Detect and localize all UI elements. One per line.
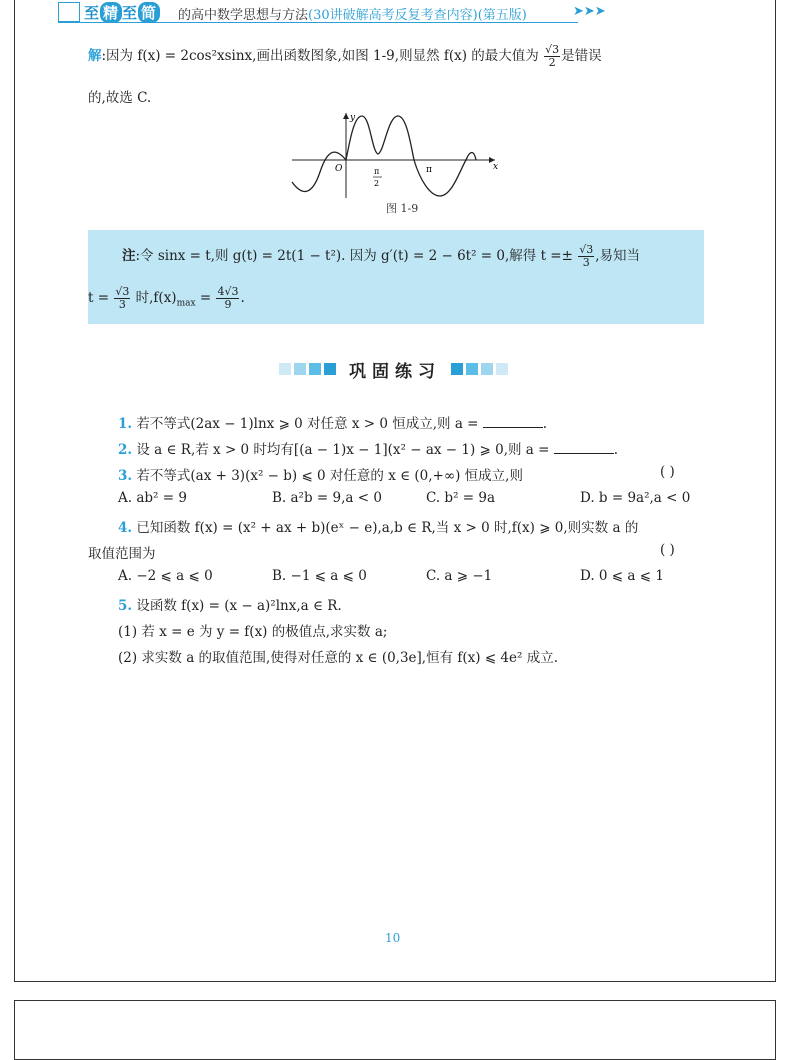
section-heading bbox=[262, 356, 528, 382]
exercise-2: 2. 设 a ∈ R,若 x > 0 时均有[(a − 1)x − 1](x² − ax − 1) ⩾ 0,则 a = . bbox=[118, 442, 619, 458]
option-c: C. a ⩾ −1 bbox=[426, 568, 493, 584]
deco-square-icon bbox=[279, 363, 291, 375]
y-axis-arrow-icon bbox=[343, 113, 349, 119]
option-d: D. b = 9a²,a < 0 bbox=[580, 490, 691, 506]
running-header bbox=[58, 0, 758, 26]
page-number: 10 bbox=[385, 931, 401, 945]
answer-blank[interactable] bbox=[554, 441, 614, 454]
half-pi-den: 2 bbox=[374, 179, 380, 188]
option-a: A. ab² = 9 bbox=[118, 490, 187, 506]
answer-paren: ( ) bbox=[660, 542, 675, 558]
series-logo bbox=[58, 2, 160, 22]
figure-caption: 图 1-9 bbox=[386, 202, 419, 215]
function-graph bbox=[290, 110, 500, 200]
answer-paren: ( ) bbox=[660, 464, 675, 480]
exercise-4: 4. 已知函数 f(x) = (x² + ax + b)(eˣ − e),a,b ∈ R,当 x > 0 时,f(x) ⩾ 0,则实数 a 的 bbox=[118, 520, 639, 536]
deco-square-icon bbox=[451, 363, 463, 375]
solution-label: 解 bbox=[88, 48, 102, 64]
fraction: $\frac{√3}{2}$ bbox=[545, 43, 560, 69]
note-label: 注 bbox=[122, 248, 136, 264]
solution-text: :因为 f(x) = 2cos²xsinx,画出函数图象,如图 1-9,则显然 f(x) 的最大值为 bbox=[101, 48, 539, 64]
next-page-frame bbox=[14, 1000, 776, 1060]
fraction: $\frac{√3}{3}$ bbox=[115, 285, 130, 311]
option-b: B. a²b = 9,a < 0 bbox=[272, 490, 382, 506]
y-label: y bbox=[350, 113, 356, 123]
deco-square-icon bbox=[466, 363, 478, 375]
exercise-3: 3. 若不等式(ax + 3)(x² − b) ⩽ 0 对任意的 x ∈ (0,+∞) 恒成立,则 bbox=[118, 468, 523, 484]
exercise-5: 5. 设函数 f(x) = (x − a)²lnx,a ∈ R. bbox=[118, 598, 342, 614]
section-title: 巩固练习 bbox=[349, 361, 441, 382]
deco-square-icon bbox=[324, 363, 336, 375]
half-pi-num: π bbox=[374, 167, 380, 176]
fraction: $\frac{√3}{3}$ bbox=[579, 243, 594, 269]
exercise-4-line-2: 取值范围为 bbox=[88, 546, 156, 562]
x-label: x bbox=[493, 162, 499, 172]
option-a: A. −2 ⩽ a ⩽ 0 bbox=[118, 568, 213, 584]
deco-square-icon bbox=[481, 363, 493, 375]
deco-square-icon bbox=[294, 363, 306, 375]
fraction: $\frac{4√3}{9}$ bbox=[217, 285, 239, 311]
solution-conclusion: 的,故选 C. bbox=[88, 90, 152, 106]
deco-square-icon bbox=[496, 363, 508, 375]
header-underline bbox=[58, 22, 578, 23]
note-line-1: 注:令 sinx = t,则 g(t) = 2t(1 − t²). 因为 g′(t) = 2 − 6t² = 0,解得 t =± $\frac{√3}{3}$ ,易知当 bbox=[122, 243, 641, 269]
origin-label: O bbox=[335, 164, 343, 174]
curve bbox=[292, 116, 476, 196]
arrow-icons: ➤➤➤ bbox=[573, 4, 606, 19]
option-d: D. 0 ⩽ a ⩽ 1 bbox=[580, 568, 664, 584]
note-box bbox=[88, 230, 704, 324]
note-line-2: t = $\frac{√3}{3}$ 时$,f(x)_{max}$ = $\frac{4√3}{9}$ . bbox=[88, 285, 245, 311]
logo-text: 至 精 至 简 bbox=[84, 2, 160, 23]
option-c: C. b² = 9a bbox=[426, 490, 496, 506]
option-b: B. −1 ⩽ a ⩽ 0 bbox=[272, 568, 367, 584]
solution-paragraph: 解:因为 f(x) = 2cos²xsinx,画出函数图象,如图 1-9,则显然 f(x) 的最大值为 $\frac{√3}{2}$ 是错误 bbox=[88, 43, 602, 69]
answer-blank[interactable] bbox=[483, 415, 543, 428]
pi-label: π bbox=[426, 165, 432, 175]
logo-square-icon bbox=[58, 2, 80, 22]
exercise-5-part-2: (2) 求实数 a 的取值范围,使得对任意的 x ∈ (0,3e],恒有 f(x) ⩽ 4e² 成立. bbox=[118, 650, 559, 666]
book-title: 的高中数学思想与方法(30讲破解高考反复考查内容)(第五版) bbox=[178, 8, 527, 23]
exercise-5-part-1: (1) 若 x = e 为 y = f(x) 的极值点,求实数 a; bbox=[118, 624, 388, 640]
exercise-1: 1. 若不等式(2ax − 1)lnx ⩾ 0 对任意 x > 0 恒成立,则 a = . bbox=[118, 416, 548, 432]
deco-square-icon bbox=[309, 363, 321, 375]
